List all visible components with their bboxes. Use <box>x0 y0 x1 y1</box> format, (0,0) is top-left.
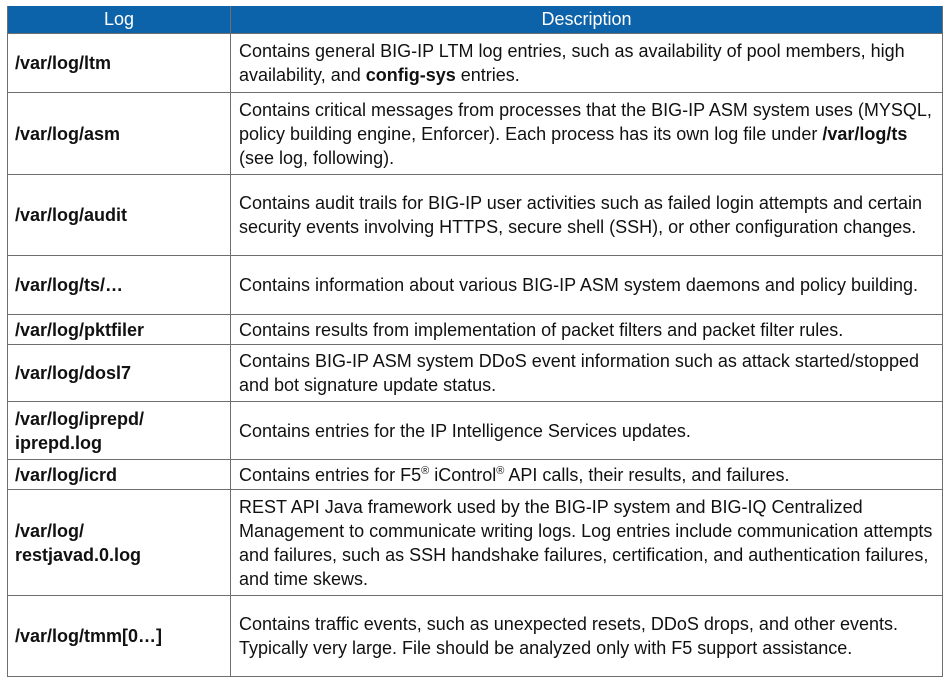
description-bold: config-sys <box>365 65 456 85</box>
table-row <box>8 402 943 460</box>
log-path: /var/log/pktfiler <box>8 315 231 345</box>
description-text: entries. <box>455 65 520 85</box>
log-path: /var/log/tmm[0…] <box>8 596 231 677</box>
log-path: /var/log/ltm <box>8 34 231 93</box>
description-text: (see log, following). <box>239 147 395 168</box>
description-text: API calls, their results, and failures. <box>504 464 790 485</box>
log-path-line: restjavad.0.log <box>15 544 142 565</box>
registered-mark: ® <box>421 464 430 477</box>
log-description: Contains entries for the IP Intelligence Services updates. <box>231 402 943 460</box>
description-bold: /var/log/ts <box>822 123 908 144</box>
log-path: /var/log/ts/… <box>8 256 231 315</box>
table-row <box>8 460 943 490</box>
table-row <box>8 315 943 345</box>
log-description: Contains information about various BIG-IP ASM system daemons and policy building. <box>231 256 943 315</box>
log-table <box>7 6 943 677</box>
log-path-line: /var/log/iprepd/ <box>15 408 145 429</box>
log-description: REST API Java framework used by the BIG-IP system and BIG-IQ Centralized Management to communicate writing logs. Log entries include communication attempts and failures, such as SSH handshake failures, certification, and authentication failures, and time skews. <box>231 490 943 596</box>
table-row <box>8 175 943 256</box>
table-header-row <box>8 6 943 34</box>
log-path: /var/log/icrd <box>8 460 231 490</box>
description-text: Contains general BIG-IP LTM log entries, such as availability of pool members, high availability, and <box>239 41 905 85</box>
registered-mark: ® <box>496 464 505 477</box>
table-row <box>8 93 943 175</box>
log-path <box>8 490 231 596</box>
header-log: Log <box>8 6 231 34</box>
log-description <box>231 93 943 175</box>
log-path: /var/log/dosl7 <box>8 345 231 402</box>
log-path <box>8 402 231 460</box>
description-text: Contains critical messages from processes that the BIG-IP ASM system uses (MYSQL, policy building engine, Enforcer). Each process has its own log file under <box>239 99 932 144</box>
log-path: /var/log/asm <box>8 93 231 175</box>
log-description: Contains results from implementation of packet filters and packet filter rules. <box>231 315 943 345</box>
description-text: Contains entries for F5 <box>239 464 422 485</box>
log-description: Contains audit trails for BIG-IP user activities such as failed login attempts and certain security events involving HTTPS, secure shell (SSH), or other configuration changes. <box>231 175 943 256</box>
table-row <box>8 345 943 402</box>
table-row <box>8 34 943 93</box>
table-row <box>8 596 943 677</box>
log-path-line: /var/log/ <box>15 520 85 541</box>
log-description <box>231 34 943 93</box>
description-text: iControl <box>429 464 497 485</box>
table-row <box>8 490 943 596</box>
log-path: /var/log/audit <box>8 175 231 256</box>
log-description <box>231 460 943 490</box>
log-description: Contains traffic events, such as unexpected resets, DDoS drops, and other events. Typically very large. File should be analyzed only with F5 support assistance. <box>231 596 943 677</box>
header-description: Description <box>231 6 943 34</box>
log-path-line: iprepd.log <box>15 432 102 453</box>
log-description: Contains BIG-IP ASM system DDoS event information such as attack started/stopped and bot signature update status. <box>231 345 943 402</box>
table-row <box>8 256 943 315</box>
